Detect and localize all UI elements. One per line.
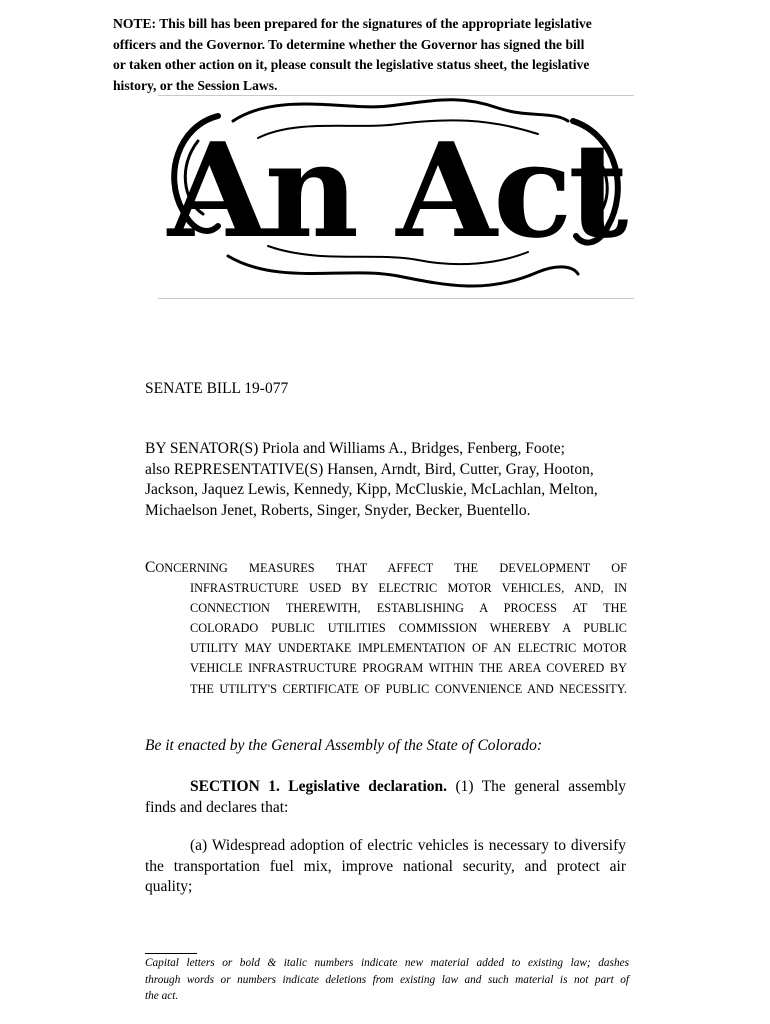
bill-title-concerning [145, 558, 627, 699]
concerning-line: COLORADO PUBLIC UTILITIES COMMISSION WHEREBY A PUBLIC [190, 621, 627, 636]
section-1-line: finds and declares that: [145, 798, 289, 816]
banner-bottom-rule [158, 298, 634, 299]
footnote-line: the act. [145, 990, 179, 1002]
concerning-line [145, 558, 627, 578]
section-1-line [145, 777, 626, 798]
footnote-line: Capital letters or bold & italic numbers indicate new material added to existing law; dashes [145, 957, 629, 969]
sponsors-line: Jackson, Jaquez Lewis, Kennedy, Kipp, McCluskie, McLachlan, Melton, [145, 481, 598, 498]
enacting-clause: Be it enacted by the General Assembly of the State of Colorado: [145, 737, 543, 754]
paragraph-a-line: quality; [145, 878, 193, 895]
note-line: or taken other action on it, please consult the legislative status sheet, the legislative [113, 57, 590, 72]
sponsors-line: Michaelson Jenet, Roberts, Singer, Snyder, Becker, Buentello. [145, 501, 531, 519]
note-line: history, or the Session Laws. [113, 77, 278, 93]
note-line: NOTE: This bill has been prepared for the signatures of the appropriate legislative [113, 16, 592, 31]
an-act-title: An Act [167, 114, 625, 267]
concerning-line: CONNECTION THEREWITH, ESTABLISHING A PROCESS AT THE [190, 601, 627, 616]
section-1-heading: SECTION 1. Legislative declaration. [190, 778, 447, 795]
bill-number: SENATE BILL 19-077 [145, 380, 289, 397]
concerning-line: VEHICLE INFRASTRUCTURE PROGRAM WITHIN THE AREA COVERED BY [190, 661, 627, 676]
sponsors-line: also REPRESENTATIVE(S) Hansen, Arndt, Bird, Cutter, Gray, Hooton, [145, 460, 594, 478]
sponsors-line: BY SENATOR(S) Priola and Williams A., Bridges, Fenberg, Foote; [145, 440, 565, 457]
footnote-rule [145, 953, 197, 954]
concerning-line: INFRASTRUCTURE USED BY ELECTRIC MOTOR VEHICLES, AND, IN [190, 581, 627, 596]
footnote [145, 955, 629, 1005]
paragraph-a-line: (a) Widespread adoption of electric vehicles is necessary to diversify [190, 837, 626, 854]
sponsors-block [145, 439, 630, 521]
governor-signature-note [113, 14, 658, 96]
note-line: officers and the Governor. To determine whether the Governor has signed the bill [113, 36, 585, 52]
paragraph-a-line: the transportation fuel mix, improve national security, and protect air [145, 857, 626, 875]
concerning-line: THE UTILITY'S CERTIFICATE OF PUBLIC CONVENIENCE AND NECESSITY. [190, 681, 627, 696]
concerning-line: UTILITY MAY UNDERTAKE IMPLEMENTATION OF AN ELECTRIC MOTOR [190, 641, 627, 656]
concerning-first-text: ONCERNING MEASURES THAT AFFECT THE DEVELOPMENT OF [155, 561, 627, 575]
section-1-text: (1) The general assembly [455, 778, 626, 795]
drop-cap: C [145, 559, 156, 576]
an-act-flourish-graphic [158, 96, 634, 298]
an-act-banner [158, 96, 634, 298]
footnote-line: through words or numbers indicate deletions from existing law and such material is not part of [145, 973, 629, 986]
section-1 [145, 777, 626, 818]
paragraph-a [145, 836, 626, 898]
